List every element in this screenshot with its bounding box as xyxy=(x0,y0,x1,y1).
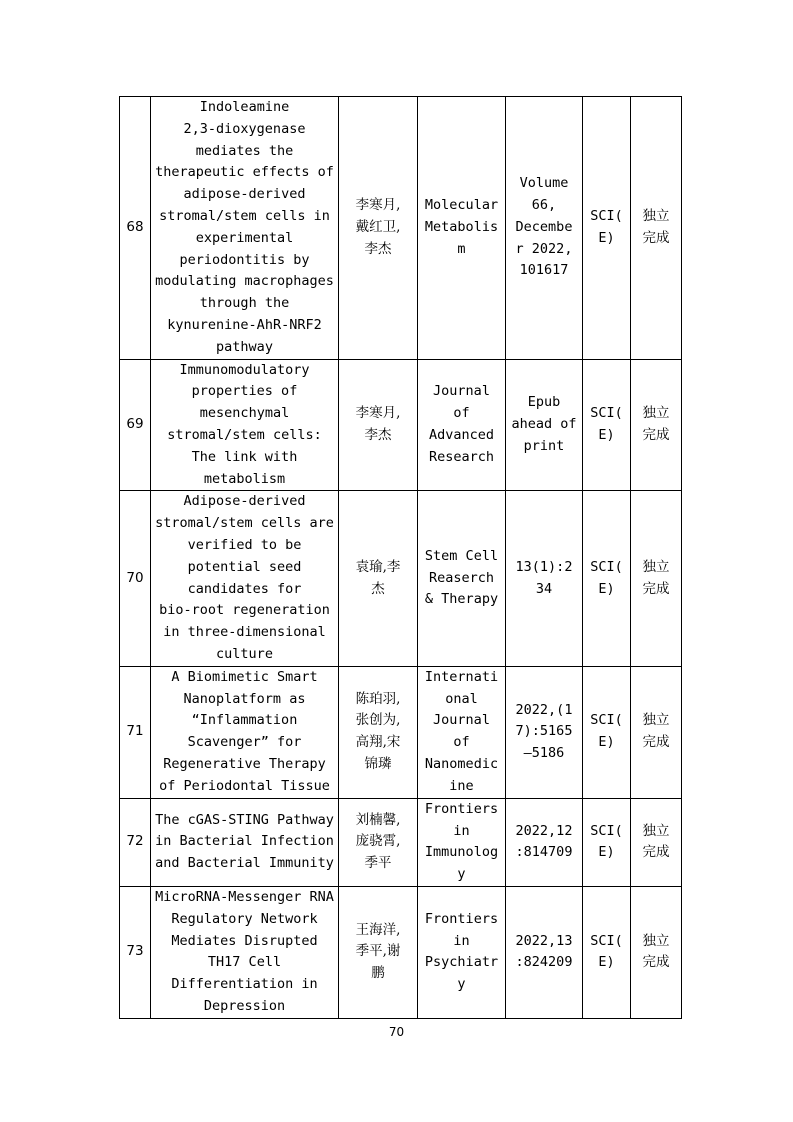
authors-cell: 刘楠馨, 庞骁霄, 季平 xyxy=(339,798,418,886)
authors-cell: 陈珀羽, 张创为, 高翔,宋 锦璘 xyxy=(339,666,418,798)
row-number-cell: 71 xyxy=(120,666,151,798)
index-cell: SCI( E) xyxy=(583,359,631,491)
status-cell: 独立 完成 xyxy=(631,798,682,886)
table-row xyxy=(120,359,682,491)
volume-cell: 2022,13 :824209 xyxy=(506,886,583,1018)
authors-cell: 李寒月, 李杰 xyxy=(339,359,418,491)
volume-cell: 13(1):2 34 xyxy=(506,491,583,666)
authors-cell: 王海洋, 季平,谢 鹏 xyxy=(339,886,418,1018)
authors-cell: 袁瑜,李 杰 xyxy=(339,491,418,666)
table-row xyxy=(120,666,682,798)
volume-cell: 2022,12 :814709 xyxy=(506,798,583,886)
journal-cell: Frontiers in Immunolog y xyxy=(418,798,506,886)
row-number-cell: 69 xyxy=(120,359,151,491)
paper-title-cell: The cGAS-STING Pathway in Bacterial Infection and Bacterial Immunity xyxy=(151,798,339,886)
paper-title-cell: A Biomimetic Smart Nanoplatform as “Inflammation Scavenger” for Regenerative Therapy of Periodontal Tissue xyxy=(151,666,339,798)
journal-cell: Frontiers in Psychiatr y xyxy=(418,886,506,1018)
volume-cell: 2022,(1 7):5165 —5186 xyxy=(506,666,583,798)
paper-title-cell: Indoleamine 2,3-dioxygenase mediates the therapeutic effects of adipose-derived stromal/stem cells in experimental periodontitis by modulating macrophages through the kynurenine-AhR-NRF2 pathway xyxy=(151,97,339,360)
index-cell: SCI( E) xyxy=(583,666,631,798)
page-number: 70 xyxy=(388,1025,405,1039)
paper-title-cell: Adipose-derived stromal/stem cells are verified to be potential seed candidates for bio-root regeneration in three-dimensional culture xyxy=(151,491,339,666)
paper-title-cell: Immunomodulatory properties of mesenchymal stromal/stem cells: The link with metabolism xyxy=(151,359,339,491)
paper-title-cell: MicroRNA-Messenger RNA Regulatory Network Mediates Disrupted TH17 Cell Differentiation in Depression xyxy=(151,886,339,1018)
index-cell: SCI( E) xyxy=(583,886,631,1018)
status-cell: 独立 完成 xyxy=(631,886,682,1018)
index-cell: SCI( E) xyxy=(583,97,631,360)
journal-cell: Molecular Metabolis m xyxy=(418,97,506,360)
index-cell: SCI( E) xyxy=(583,491,631,666)
row-number-cell: 70 xyxy=(120,491,151,666)
volume-cell: Volume 66, Decembe r 2022, 101617 xyxy=(506,97,583,360)
publications-table xyxy=(119,96,682,1019)
row-number-cell: 68 xyxy=(120,97,151,360)
journal-cell: Internati onal Journal of Nanomedic ine xyxy=(418,666,506,798)
status-cell: 独立 完成 xyxy=(631,359,682,491)
table-row xyxy=(120,886,682,1018)
authors-cell: 李寒月, 戴红卫, 李杰 xyxy=(339,97,418,360)
journal-cell: Stem Cell Reaserch & Therapy xyxy=(418,491,506,666)
journal-cell: Journal of Advanced Research xyxy=(418,359,506,491)
table-row xyxy=(120,97,682,360)
status-cell: 独立 完成 xyxy=(631,97,682,360)
table-row xyxy=(120,491,682,666)
table-row xyxy=(120,798,682,886)
index-cell: SCI( E) xyxy=(583,798,631,886)
row-number-cell: 73 xyxy=(120,886,151,1018)
volume-cell: Epub ahead of print xyxy=(506,359,583,491)
status-cell: 独立 完成 xyxy=(631,666,682,798)
status-cell: 独立 完成 xyxy=(631,491,682,666)
row-number-cell: 72 xyxy=(120,798,151,886)
